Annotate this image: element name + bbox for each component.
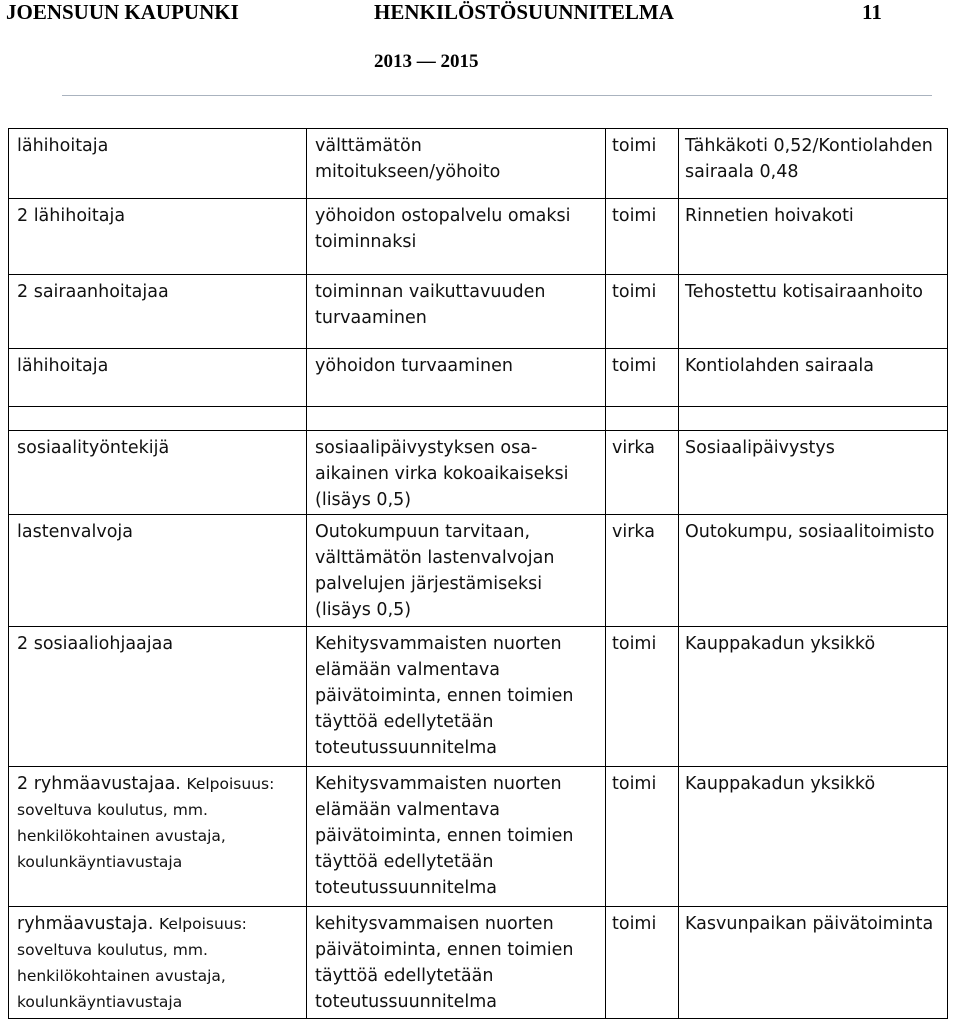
table-row [9,431,948,515]
title-cell [9,349,307,407]
table-row [9,199,948,275]
position-place: Kontiolahden sairaala [685,356,874,376]
desc-cell [307,767,606,907]
position-type: toimi [612,356,657,376]
place-cell [679,275,948,349]
position-place: Tehostettu kotisairaanhoito [685,282,924,302]
position-place: Outokumpu, sosiaalitoimisto [685,522,935,542]
title-cell [9,199,307,275]
position-description: kehitysvammaisen nuorten päivätoiminta, ennen toimien täyttöä edellytetään toteutussuunnitelma [315,914,574,1012]
position-title: lähihoitaja [17,136,109,156]
desc-cell [307,275,606,349]
position-place: Kauppakadun yksikkö [685,774,876,794]
place-cell [679,627,948,767]
title-cell [9,515,307,627]
position-description: yöhoidon ostopalvelu omaksi toiminnaksi [315,206,571,252]
title-cell [9,627,307,767]
table-row [9,627,948,767]
position-type: virka [612,438,655,458]
position-description: Kehitysvammaisten nuorten elämään valmentava päivätoiminta, ennen toimien täyttöä edellytetään toteutussuunnitelma [315,634,574,758]
desc-cell [307,199,606,275]
desc-cell [307,349,606,407]
type-cell [606,627,679,767]
title-cell [9,275,307,349]
desc-cell [307,515,606,627]
position-title: ryhmäavustaja. [17,914,154,934]
position-place: Sosiaalipäivystys [685,438,835,458]
type-cell [606,767,679,907]
type-cell [606,349,679,407]
title-cell [9,129,307,199]
position-type: toimi [612,914,657,934]
position-title: sosiaalityöntekijä [17,438,170,458]
position-description: yöhoidon turvaaminen [315,356,514,376]
position-type: toimi [612,136,657,156]
title-cell [9,431,307,515]
place-cell [679,349,948,407]
table-row [9,129,948,199]
spacer-cell [679,407,948,431]
position-type: virka [612,522,655,542]
type-cell [606,129,679,199]
type-cell [606,515,679,627]
position-description: välttämätön mitoitukseen/yöhoito [315,136,501,182]
place-cell [679,129,948,199]
place-cell [679,431,948,515]
position-title: 2 ryhmäavustajaa. [17,774,181,794]
spacer-cell [606,407,679,431]
table-row [9,515,948,627]
position-place: Kauppakadun yksikkö [685,634,876,654]
position-title: 2 lähihoitaja [17,206,126,226]
header-organization: JOENSUUN KAUPUNKI [6,0,239,24]
type-cell [606,199,679,275]
position-title: 2 sairaanhoitajaa [17,282,169,302]
personnel-table [8,128,948,1019]
place-cell [679,767,948,907]
title-cell [9,907,307,1019]
position-description: toiminnan vaikuttavuuden turvaaminen [315,282,546,328]
position-description: Kehitysvammaisten nuorten elämään valmentava päivätoiminta, ennen toimien täyttöä edellytetään toteutussuunnitelma [315,774,574,898]
position-title: lastenvalvoja [17,522,134,542]
position-description: Outokumpuun tarvitaan, välttämätön lastenvalvojan palvelujen järjestämiseksi (lisäys 0,5) [315,522,555,620]
position-place: Rinnetien hoivakoti [685,206,854,226]
desc-cell [307,431,606,515]
table-row [9,767,948,907]
type-cell [606,275,679,349]
desc-cell [307,129,606,199]
table-row [9,907,948,1019]
qualification-note: Kelpoisuus: soveltuva koulutus, mm. henkilökohtainen avustaja, koulunkäyntiavustaja [17,915,247,1011]
header-page-number: 11 [862,0,882,24]
type-cell [606,907,679,1019]
header-years: 2013 — 2015 [374,51,479,72]
place-cell [679,515,948,627]
position-place: Kasvunpaikan päivätoiminta [685,914,934,934]
position-type: toimi [612,634,657,654]
table-spacer-row [9,407,948,431]
position-title: 2 sosiaaliohjaajaa [17,634,174,654]
table-row [9,275,948,349]
position-description: sosiaalipäivystyksen osa-aikainen virka kokoaikaiseksi (lisäys 0,5) [315,438,569,510]
table-row [9,349,948,407]
place-cell [679,907,948,1019]
title-cell [9,767,307,907]
position-type: toimi [612,282,657,302]
header-document-title: HENKILÖSTÖSUUNNITELMA [374,0,674,24]
desc-cell [307,627,606,767]
position-type: toimi [612,206,657,226]
position-type: toimi [612,774,657,794]
position-place: Tähkäkoti 0,52/Kontiolahden sairaala 0,48 [685,136,933,182]
spacer-cell [9,407,307,431]
place-cell [679,199,948,275]
qualification-note: Kelpoisuus: soveltuva koulutus, mm. henkilökohtainen avustaja, koulunkäyntiavustaja [17,775,275,871]
spacer-cell [307,407,606,431]
position-title: lähihoitaja [17,356,109,376]
header-rule [62,95,932,96]
type-cell [606,431,679,515]
desc-cell [307,907,606,1019]
